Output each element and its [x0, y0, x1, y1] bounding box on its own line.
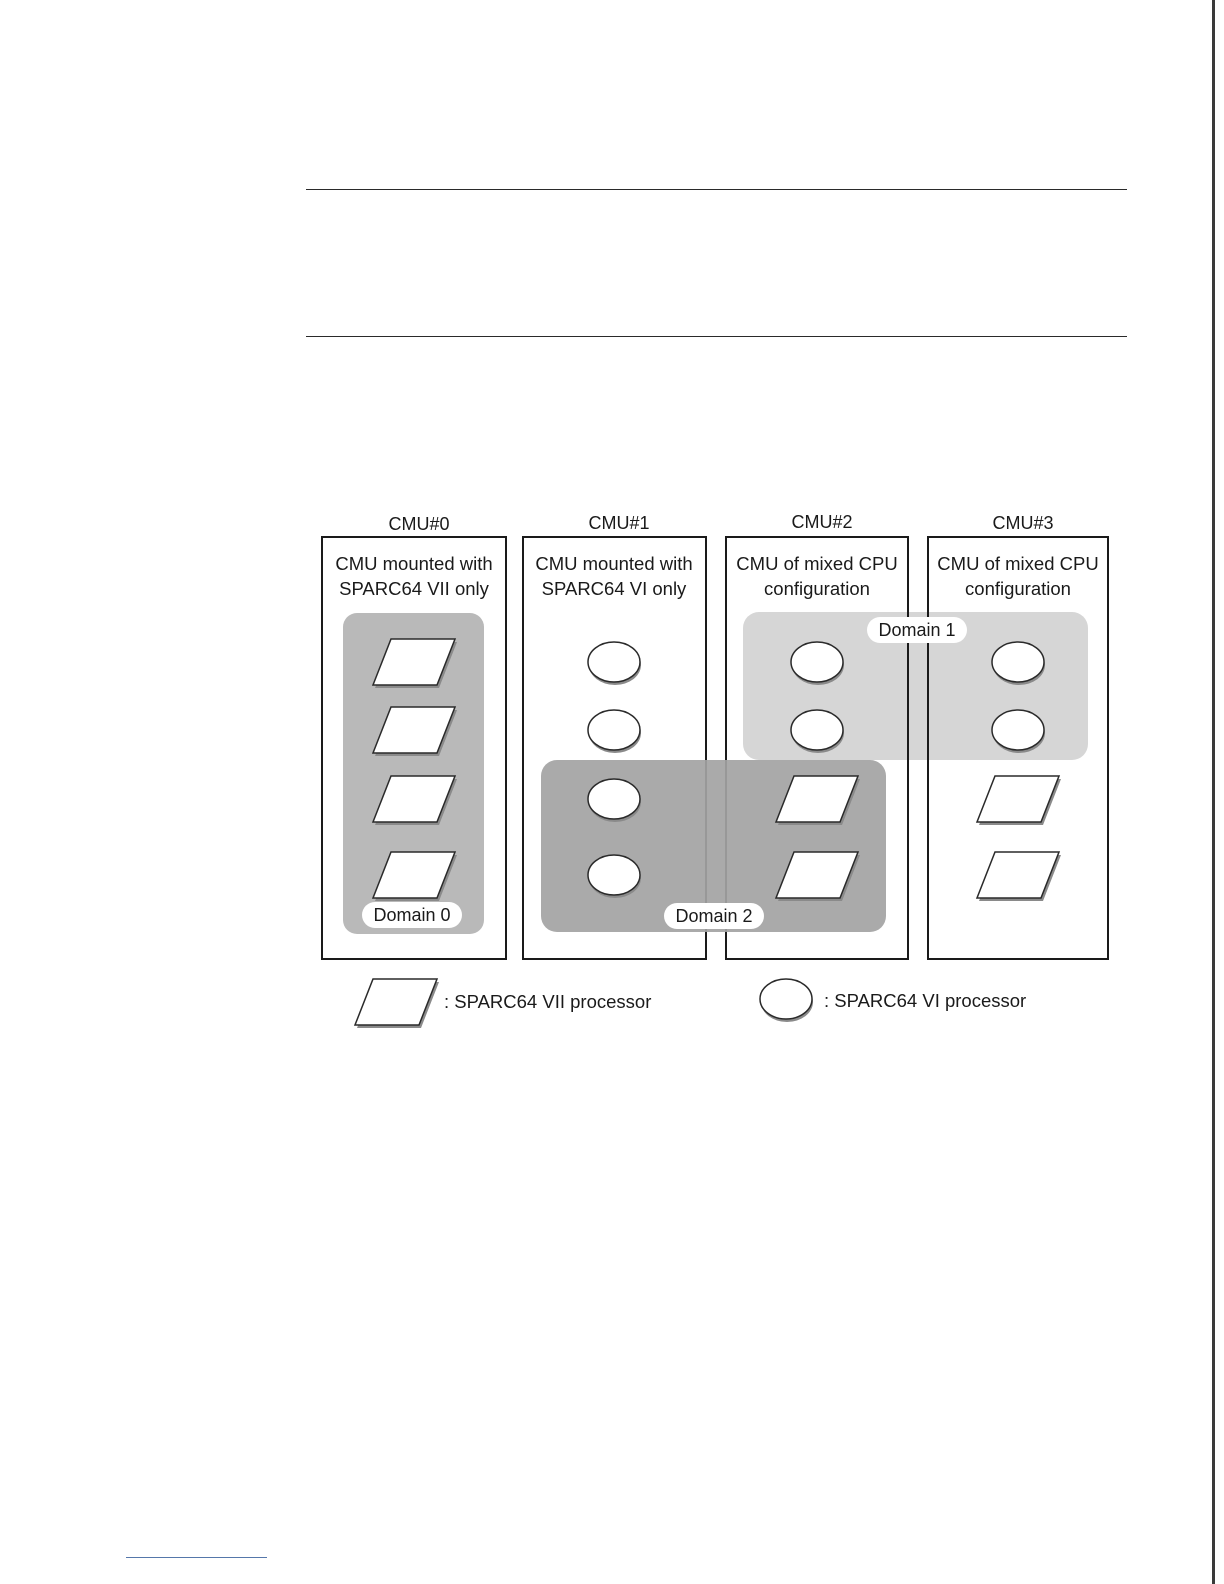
legend-sparc64-vii-label: : SPARC64 VII processor	[444, 991, 652, 1012]
cmu-3-slot-0-sparc64-vi-icon	[992, 642, 1045, 685]
domain-1-label-pill	[867, 617, 967, 643]
cmu-1-id: CMU#1	[588, 513, 650, 533]
domain-1-label: Domain 1	[878, 620, 956, 640]
cmu-0-description-line-0: CMU mounted with	[335, 553, 493, 574]
cmu-1-slot-1-sparc64-vi-icon	[588, 710, 641, 753]
cmu-3-slot-3-sparc64-vii-icon	[977, 852, 1061, 901]
cmu-1-slot-0-sparc64-vi-icon	[588, 642, 641, 685]
cmu-3-slot-0-sparc64-vi-icon-shape	[992, 642, 1044, 682]
cmu-0-description-line-1: SPARC64 VII only	[339, 578, 489, 599]
domain-2-label: Domain 2	[675, 906, 753, 926]
domain-0-label: Domain 0	[373, 905, 451, 925]
cmu-2-slot-1-sparc64-vi-icon-shape	[791, 710, 843, 750]
cmu-1-slot-1-sparc64-vi-icon-shape	[588, 710, 640, 750]
cmu-2-id: CMU#2	[791, 512, 853, 532]
cmu-2-description-line-0: CMU of mixed CPU	[736, 553, 898, 574]
cmu-3-slot-2-sparc64-vii-icon	[977, 776, 1061, 825]
domain-0-label-pill	[362, 902, 462, 928]
cmu-1-slot-0-sparc64-vi-icon-shape	[588, 642, 640, 682]
cmu-1-description-line-1: SPARC64 VI only	[541, 578, 687, 599]
cmu-1-slot-2-sparc64-vi-icon-shape	[588, 779, 640, 819]
cmu-3-slot-1-sparc64-vi-icon-shape	[992, 710, 1044, 750]
legend-sparc64-vi-icon	[760, 979, 813, 1022]
legend-sparc64-vii-icon	[355, 979, 439, 1028]
cmu-1-slot-3-sparc64-vi-icon-shape	[588, 855, 640, 895]
legend-sparc64-vi-label: : SPARC64 VI processor	[824, 990, 1027, 1011]
cmu-3-description-line-1: configuration	[965, 578, 1071, 599]
cmu-1-slot-3-sparc64-vi-icon	[588, 855, 641, 898]
cmu-2-slot-0-sparc64-vi-icon-shape	[791, 642, 843, 682]
cmu-2-slot-1-sparc64-vi-icon	[791, 710, 844, 753]
cmu-3-description-line-0: CMU of mixed CPU	[937, 553, 1099, 574]
cmu-3-slot-1-sparc64-vi-icon	[992, 710, 1045, 753]
domain-2-label-pill	[664, 903, 764, 929]
cmu-1-slot-2-sparc64-vi-icon	[588, 779, 641, 822]
cmu-0-id: CMU#0	[388, 514, 450, 534]
cmu-2-slot-0-sparc64-vi-icon	[791, 642, 844, 685]
cmu-3-id: CMU#3	[992, 513, 1054, 533]
cmu-1-description-line-0: CMU mounted with	[535, 553, 693, 574]
cmu-2-description-line-1: configuration	[764, 578, 870, 599]
legend-sparc64-vi-icon-shape	[760, 979, 812, 1019]
